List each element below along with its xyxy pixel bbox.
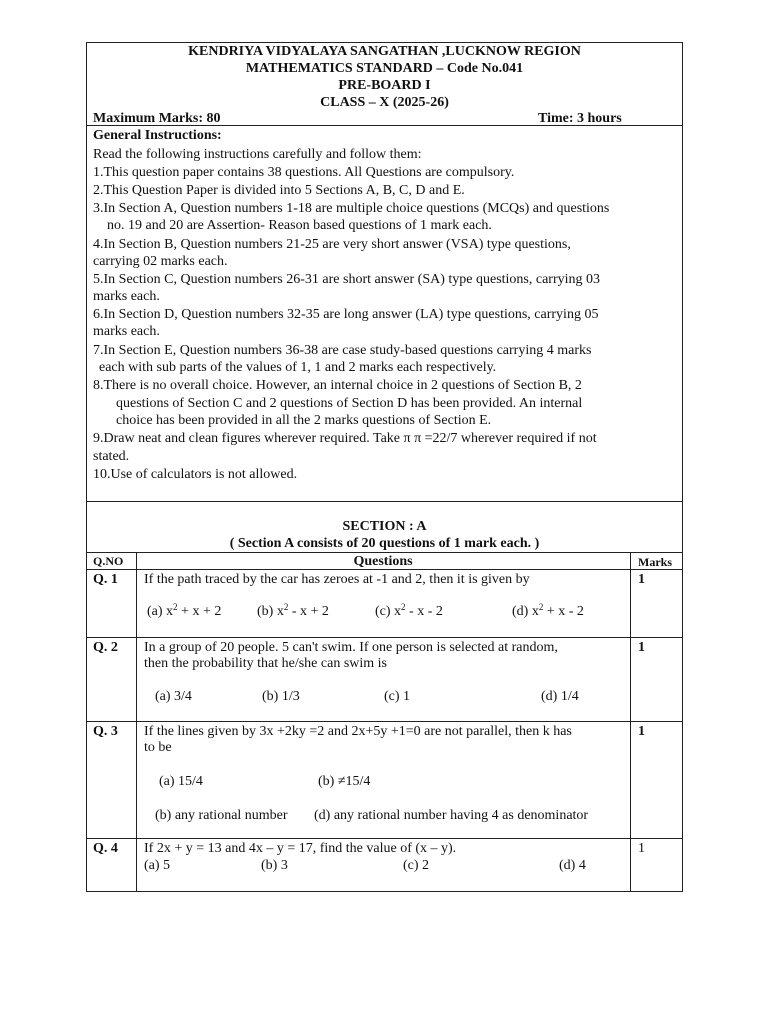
- subject-title: MATHEMATICS STANDARD – Code No.041: [245, 61, 524, 76]
- option-c: (c) 2: [403, 858, 430, 873]
- question-text: In a group of 20 people. 5 can't swim. If one person is selected at random,: [144, 640, 558, 655]
- marks-column-rule: [630, 552, 631, 892]
- row-divider: [86, 637, 683, 638]
- option-b: (b) 3: [261, 858, 288, 873]
- option-a: (a) 15/4: [159, 774, 203, 789]
- instruction-line: 8.There is no overall choice. However, an internal choice in 2 questions of Section B, 2: [93, 378, 582, 393]
- question-text: If 2x + y = 13 and 4x – y = 17, find the value of (x – y).: [144, 841, 457, 856]
- question-text: to be: [144, 740, 172, 755]
- question-number: Q. 4: [93, 841, 118, 856]
- school-title: KENDRIYA VIDYALAYA SANGATHAN ,LUCKNOW REGION: [188, 44, 581, 59]
- instruction-line: no. 19 and 20 are Assertion- Reason based questions of 1 mark each.: [107, 218, 492, 233]
- instructions-divider: [86, 501, 683, 502]
- question-marks: 1: [638, 572, 645, 587]
- instruction-line: marks each.: [93, 324, 160, 339]
- instruction-line: 4.In Section B, Question numbers 21-25 are very short answer (VSA) type questions,: [93, 237, 571, 252]
- option-b: (b) $x^2 - x + 2$: [257, 602, 329, 619]
- class-title: CLASS – X (2025-26): [320, 95, 449, 110]
- instruction-line: questions of Section C and 2 questions of Section D has been provided. An internal: [116, 396, 583, 411]
- option-a: (a) 5: [144, 858, 171, 873]
- option-b: (b) 1/3: [262, 689, 300, 704]
- qno-column-rule: [136, 552, 137, 892]
- question-marks: 1: [638, 841, 645, 856]
- option-c: (b) any rational number: [155, 808, 288, 823]
- qno-header: Q.NO: [93, 554, 124, 568]
- question-text: If the path traced by the car has zeroes at -1 and 2, then it is given by: [144, 572, 530, 587]
- question-text: If the lines given by 3x +2ky =2 and 2x+5y +1=0 are not parallel, then k has: [144, 724, 572, 739]
- option-b: (b) ≠15/4: [318, 774, 371, 789]
- question-number: Q. 3: [93, 724, 118, 739]
- instruction-line: 1.This question paper contains 38 questions. All Questions are compulsory.: [93, 165, 515, 180]
- instruction-line: carrying 02 marks each.: [93, 254, 228, 269]
- option-d: (d) 1/4: [541, 689, 579, 704]
- questions-header: Questions: [353, 554, 413, 569]
- instruction-line: Read the following instructions carefully and follow them:: [93, 147, 422, 162]
- row-divider: [86, 838, 683, 839]
- instruction-line: choice has been provided in all the 2 marks questions of Section E.: [116, 413, 492, 428]
- option-a: (a) $x^2 + x + 2$: [147, 602, 222, 619]
- time-allowed: Time: 3 hours: [538, 111, 622, 126]
- instruction-line: 10.Use of calculators is not allowed.: [93, 467, 298, 482]
- marks-header: Marks: [638, 555, 672, 569]
- question-text: then the probability that he/she can swim is: [144, 656, 388, 671]
- exam-title: PRE-BOARD I: [338, 78, 431, 93]
- instruction-line: 5.In Section C, Question numbers 26-31 are short answer (SA) type questions, carrying 03: [93, 272, 601, 287]
- section-subtitle: ( Section A consists of 20 questions of 1 mark each. ): [229, 536, 540, 551]
- question-marks: 1: [638, 724, 645, 739]
- instruction-line: 9.Draw neat and clean figures wherever required. Take π π =22/7 wherever required if not: [93, 431, 597, 446]
- maximum-marks: Maximum Marks: 80: [93, 111, 221, 126]
- instruction-line: marks each.: [93, 289, 160, 304]
- instruction-line: 7.In Section E, Question numbers 36-38 are case study-based questions carrying 4 marks: [93, 343, 592, 358]
- row-divider: [86, 721, 683, 722]
- section-title: SECTION : A: [342, 519, 427, 534]
- instruction-line: 2.This Question Paper is divided into 5 Sections A, B, C, D and E.: [93, 183, 465, 198]
- option-d: (d) 4: [559, 858, 586, 873]
- option-c: (c) 1: [384, 689, 411, 704]
- option-d: (d) any rational number having 4 as denominator: [314, 808, 589, 823]
- instruction-line: each with sub parts of the values of 1, 1 and 2 marks each respectively.: [99, 360, 497, 375]
- question-number: Q. 2: [93, 640, 118, 655]
- option-a: (a) 3/4: [155, 689, 192, 704]
- question-marks: 1: [638, 640, 645, 655]
- instruction-line: 3.In Section A, Question numbers 1-18 are multiple choice questions (MCQs) and questions: [93, 201, 610, 216]
- table-top-rule: [86, 552, 683, 553]
- instructions-title: General Instructions:: [93, 128, 222, 143]
- option-d: (d) $x^2 + x - 2$: [512, 602, 584, 619]
- instruction-line: 6.In Section D, Question numbers 32-35 are long answer (LA) type questions, carrying 05: [93, 307, 599, 322]
- option-c: (c) $x^2$ - x - 2: [375, 602, 443, 619]
- question-number: Q. 1: [93, 572, 118, 587]
- instruction-line: stated.: [93, 449, 130, 464]
